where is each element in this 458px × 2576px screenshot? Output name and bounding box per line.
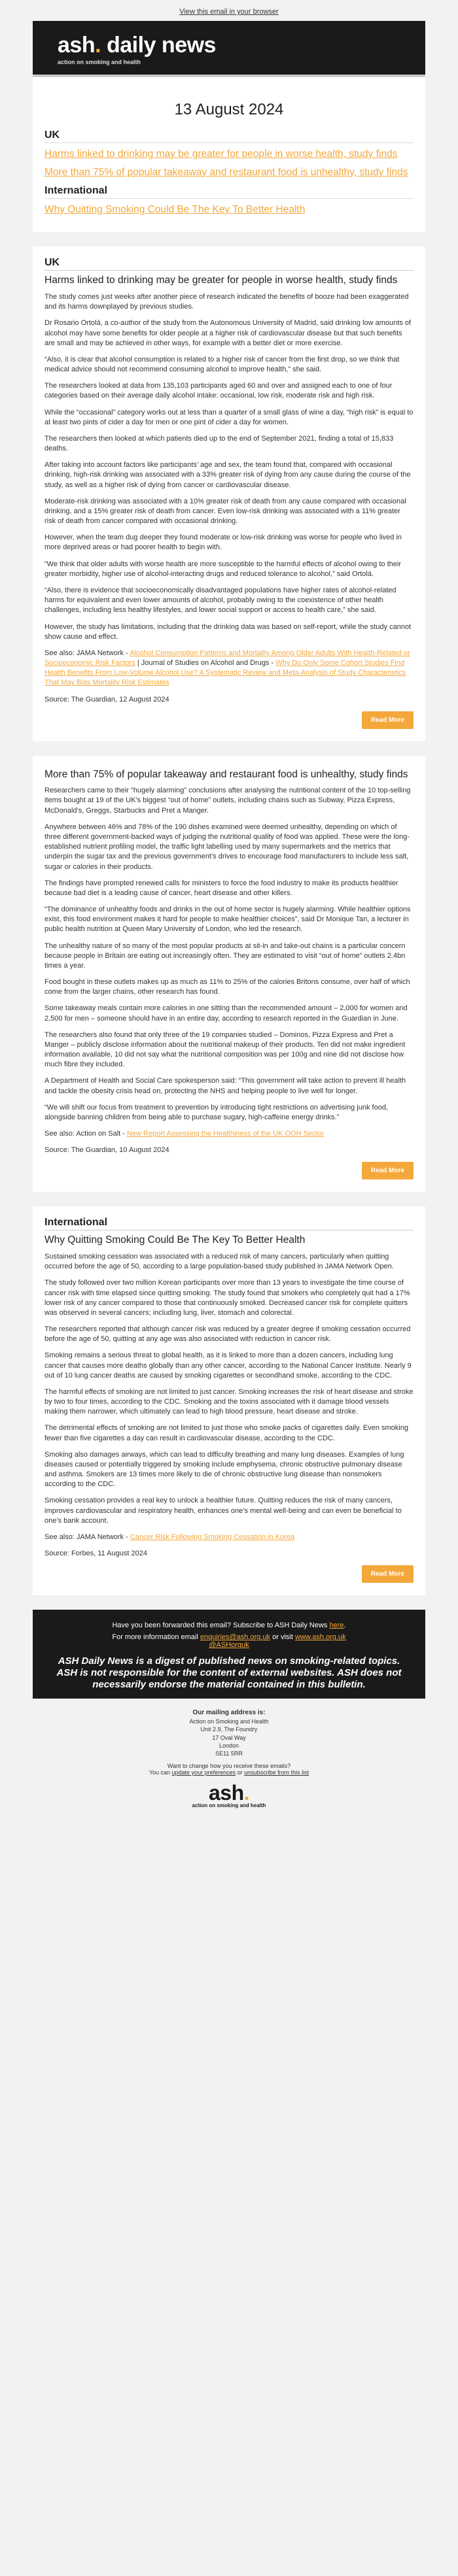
toc-heading-uk: UK (44, 129, 414, 143)
see-also-mid: | Journal of Studies on Alcohol and Drugs - (135, 659, 276, 668)
forward-end: . (344, 1621, 346, 1630)
article-paragraph: Smoking also damages airways, which can lead to difficulty breathing and many lung diseases. Examples of lung diseases caused or potentially triggered by smoking include emphysema, chronic obstructive pulmonary disease and asthma. Smokers are 13 times more likely to die of chronic obstructive lung disease than nonsmokers according to the CDC. (44, 1450, 404, 1489)
article-source: Source: The Guardian, 10 August 2024 (44, 1146, 169, 1155)
logo-ash-text: ash (58, 33, 96, 58)
footer-address-block (33, 1699, 425, 1822)
update-preferences-link[interactable]: update your preferences (171, 1769, 236, 1776)
section-heading-international: International (44, 1217, 414, 1230)
article-paragraph: “We think that older adults with worse health are more susceptible to the harmful effects of alcohol owing to their greater morbidity, higher use of alcohol-interacting drugs and reduced tolerance to alcohol,” said Ortolá. (44, 560, 401, 578)
toc-heading-international: International (44, 185, 414, 199)
article-source: Source: Forbes, 11 August 2024 (44, 1550, 147, 1558)
article-title: Why Quitting Smoking Could Be The Key To Better Health (44, 1234, 306, 1246)
see-also-link[interactable]: Cancer Risk Following Smoking Cessation in Korea (130, 1533, 295, 1541)
article-intl-1 (33, 1206, 425, 1595)
article-paragraph: However, when the team dug deeper they found moderate or low-risk drinking was worse for people who lived in more deprived areas or had poorer health to begin with. (44, 534, 402, 552)
see-also-prefix: See also: Action on Salt - (44, 1130, 127, 1138)
article-paragraph: Some takeaway meals contain more calories in one sitting than the recommended amount – 2,000 for women and 2,500 for men – someone should have in an entire day, according to research reported in the Guardian in June. (44, 1004, 408, 1023)
address-line: Unit 2.9, The Foundry (200, 1726, 258, 1733)
article-paragraph: Sustained smoking cessation was associated with a reduced risk of many cancers, particularly when quitting occurred before the age of 50, according to a large population-based study published in JAMA Network Open. (44, 1253, 394, 1271)
info-or: or visit (270, 1633, 295, 1642)
address-line: Action on Smoking and Health (189, 1718, 269, 1725)
logo-daily-news-text: daily news (101, 33, 216, 58)
section-heading-uk: UK (44, 257, 414, 271)
see-also-link[interactable]: Alcohol Consumption Patterns and Mortality Among Older Adults With Health-Related or Socioeconomic Risk Factors (44, 649, 410, 668)
forward-text: Have you been forwarded this email? Subscribe to ASH Daily News (112, 1621, 330, 1630)
article-paragraph: “Also, it is clear that alcohol consumption is related to a higher risk of cancer from the first drop, so we think that medical advice should not recommend consuming alcohol to improve health,” she said. (44, 355, 400, 374)
subscribe-link[interactable]: here (329, 1621, 344, 1630)
toc-link-intl-1[interactable]: Why Quitting Smoking Could Be The Key To Better Health (44, 203, 306, 215)
see-also (44, 1533, 414, 1542)
article-paragraph: The researchers looked at data from 135,103 participants aged 60 and over and assigned each to one of four categories based on their average daily alcohol intake: occasional, low risk, moderate risk and high risk. (44, 382, 393, 400)
logo-dot: . (95, 33, 101, 58)
toc-card (33, 77, 425, 232)
info-line (46, 1633, 412, 1649)
header-tagline: action on smoking and health (58, 59, 141, 65)
article-paragraph: The researchers also found that only three of the 19 companies studied – Dominos, Pizza Express and Pret a Manger – publicly disclose information about the nutritional makeup of their products. Ten did not make ingredient information available, 10 did not say what the nutritional composition was per 100g and nine did not disclose how much fibre they included. (44, 1030, 406, 1069)
article-paragraph: However, the study has limitations, including that the drinking data was based on self-report, while the study cannot show cause and effect. (44, 622, 412, 641)
article-paragraph: The findings have prompted renewed calls for ministers to force the food industry to make its products healthier because bad diet is a leading cause of cancer, heart disease and other killers. (44, 879, 398, 897)
footer-logo-text: ash (208, 1781, 244, 1805)
article-paragraph: Researchers came to their “hugely alarming” conclusions after analysing the nutritional content of the 10 top-selling items bought at 19 of the UK’s biggest “out of home” outlets, including chains such as Subway, Pizza Express, McDonald’s, Greggs, Starbucks and Pret a Manger. (44, 787, 411, 815)
article-paragraph: Moderate-risk drinking was associated with a 10% greater risk of death from any cause compared with occasional drinking, and a 15% greater risk of death from cancer. Even low-risk drinking was associated with a 11% greater risk of death from cancer compared with occasional drinking. (44, 497, 406, 526)
email-link[interactable]: enquiries@ash.org.uk (200, 1633, 271, 1642)
see-also-link[interactable]: New Report Assessing the Healthiness of the UK OOH Sector (126, 1130, 325, 1138)
top-bar (0, 0, 458, 21)
article-paragraph: Dr Rosario Ortolá, a co-author of the study from the Autonomous University of Madrid, said drinking low amounts of alcohol may have some benefits for older people at a higher risk of cardiovascular disease but that such benefits are small and may be achieved in other ways, for example with a better diet or more exercise. (44, 319, 412, 347)
address-line: London (219, 1742, 239, 1749)
footer-banner (33, 1610, 425, 1699)
header-banner (33, 21, 425, 77)
change-pre: You can (149, 1769, 172, 1776)
view-in-browser-link[interactable]: View this email in your browser (179, 8, 279, 16)
mailing-address-label: Our mailing address is: (192, 1709, 266, 1717)
see-also (44, 1129, 414, 1139)
see-also-prefix: See also: JAMA Network - (44, 1533, 130, 1541)
article-paragraph: A Department of Health and Social Care spokesperson said: “This government will take action to prevent ill health and tackle the obesity crisis head on, protecting the NHS and helping people to live well for longer. (44, 1077, 406, 1095)
change-mid: or (236, 1769, 245, 1776)
see-also (44, 649, 414, 688)
read-more-button[interactable]: Read More (362, 1565, 414, 1583)
article-uk-2 (33, 756, 425, 1193)
mailing-address (33, 1718, 425, 1757)
change-preferences (33, 1763, 425, 1776)
see-also-prefix: See also: JAMA Network - (44, 649, 130, 657)
toc-link-uk-2[interactable]: More than 75% of popular takeaway and restaurant food is unhealthy, study finds (44, 166, 408, 178)
toc-link-uk-1[interactable]: Harms linked to drinking may be greater for people in worse health, study finds (44, 148, 398, 160)
disclaimer (46, 1655, 412, 1691)
article-source: Source: The Guardian, 12 August 2024 (44, 695, 169, 703)
article-paragraph: The study comes just weeks after another piece of research indicated the benefits of booze had been exaggerated and its harms downplayed by previous studies. (44, 293, 409, 311)
article-title: More than 75% of popular takeaway and restaurant food is unhealthy, study finds (44, 768, 408, 780)
info-text: For more information email (112, 1633, 200, 1642)
website-link[interactable]: www.ash.org.uk (294, 1633, 346, 1642)
read-more-button[interactable]: Read More (362, 1162, 414, 1179)
article-paragraph: The researchers reported that although cancer risk was reduced by a greater degree if smoking cessation occurred before the age of 50, quitting at any age was also associated with reduction in cancer risk. (44, 1325, 411, 1344)
article-paragraph: Smoking cessation provides a real key to unlock a healthier future. Quitting reduces the risk of many cancers, improves cardiovascular and respiratory health, enhances one’s mental well-being and can even be beneficial to one’s bank account. (44, 1497, 402, 1525)
address-line: 17 Oval Way (212, 1734, 246, 1741)
article-paragraph: While the “occasional” category works out at less than a quarter of a small glass of wine a day, “high risk” is equal to at least two pints of cider a day for men or one pint of cider a day for women. (44, 408, 414, 426)
article-paragraph: Anywhere between 46% and 78% of the 190 dishes examined were deemed unhealthy, depending on which of three different government-backed ways of judging the nutritional quality of food was applied. These were the long-established nutrient profiling model, the traffic light labelling used by many supermarkets and the metrics that underpin the sugar tax and the previous government’s drives to encourage food manufacturers to include less salt, sugar or calories in their products. (44, 822, 410, 871)
article-title: Harms linked to drinking may be greater for people in worse health, study finds (44, 275, 398, 286)
article-paragraph: Food bought in these outlets makes up as much as 11% to 25% of the calories Britons consume, over half of which come from the larger chains, other research has found. (44, 978, 410, 996)
change-line: Want to change how you receive these emails? (167, 1763, 291, 1770)
article-paragraph: “We will shift our focus from treatment to prevention by introducing tight restrictions on advertising junk food, alongside banning children from being able to purchase sugary, high-caffeine energy drinks.” (44, 1103, 388, 1121)
footer-logo-tagline: action on smoking and health (192, 1803, 266, 1809)
article-paragraph: The unhealthy nature of so many of the most popular products at sit-in and take-out chains is a particular concern because people in Britain are eating out increasingly often. They are estimated to visit “out of home” outlets 2.4bn times a year. (44, 941, 406, 970)
read-more-button[interactable]: Read More (362, 711, 414, 729)
twitter-link[interactable]: @ASHorguk (209, 1641, 249, 1650)
article-paragraph: “Also, there is evidence that socioeconomically disadvantaged populations have higher rates of alcohol-related harms for equivalent and even lower amounts of alcohol, probably owing to the coexistence of other health challenges, including less healthy lifestyles, and lower social support or access to health care,” she said. (44, 586, 396, 615)
disclaimer-line-1: ASH Daily News is a digest of published news on smoking-related topics. (58, 1655, 400, 1667)
footer-ash-logo (33, 1781, 425, 1805)
article-paragraph: The study followed over two million Korean participants over more than 13 years to investigate the time course of cancer risk with time elapsed since quitting smoking. The study found that smokers who completely quit had a 17% lower risk of any cancer compared to those that continuously smoked. Decreased cancer risk for complete quitters was observed in several cancers; including lung, liver, stomach and colorectal. (44, 1279, 410, 1317)
see-also-link[interactable]: Why Do Only Some Cohort Studies Find Health Benefits From Low-Volume Alcohol Use? A Systematic Review and Meta-Analysis of Study Characteristics That May Bias Mortality Risk Estimates (44, 659, 406, 687)
article-paragraph: The harmful effects of smoking are not limited to just cancer. Smoking increases the risk of heart disease and stroke by two to four times, according to the CDC. Smoking and the toxins associated with it damage blood vessels making them narrower, which ultimately can lead to high blood pressure, heart disease and stroke. (44, 1387, 414, 1416)
article-paragraph: After taking into account factors like participants’ age and sex, the team found that, compared with occasional drinking, high-risk drinking was associated with a 33% greater risk of dying from any cause during the course of the study, as well as a higher risk of dying from cancer or cardiovascular disease. (44, 461, 411, 489)
ash-daily-news-logo (58, 33, 216, 58)
article-paragraph: “The dominance of unhealthy foods and drinks in the out of home sector is hugely alarming. While healthier options exist, this food environment makes it hard for people to make healthier choices”, said Dr Monique Tan, a lecturer in public health nutrition at Queen Mary University of London, who led the research. (44, 906, 411, 934)
article-paragraph: The researchers then looked at which patients died up to the end of September 2021, finding a total of 15,833 deaths. (44, 434, 394, 453)
article-paragraph: Smoking remains a serious threat to global health, as it is linked to more than a dozen cancers, including lung cancer that causes more deaths globally than any other cancer, according to the National Cancer Institute. Nearly 9 out of 10 lung cancer deaths are caused by smoking cigarettes or secondhand smoke, according to the CDC. (44, 1351, 412, 1380)
article-uk-1 (33, 246, 425, 741)
footer-logo-dot: . (243, 1781, 250, 1805)
forward-line (46, 1621, 412, 1629)
email-body (33, 21, 425, 1822)
article-paragraph: The detrimental effects of smoking are not limited to just those who smoke packs of cigarettes daily. Even smoking fewer than five cigarettes a day can result in cardiovascular disease, according to the CDC. (44, 1424, 408, 1442)
unsubscribe-link[interactable]: unsubscribe from this list (244, 1769, 309, 1776)
issue-date: 13 August 2024 (174, 101, 284, 118)
address-line: SE11 5RR (215, 1750, 243, 1757)
disclaimer-line-2: ASH is not responsible for the content of external websites. ASH does not necessarily endorse the material contained in this bulletin. (56, 1667, 402, 1691)
